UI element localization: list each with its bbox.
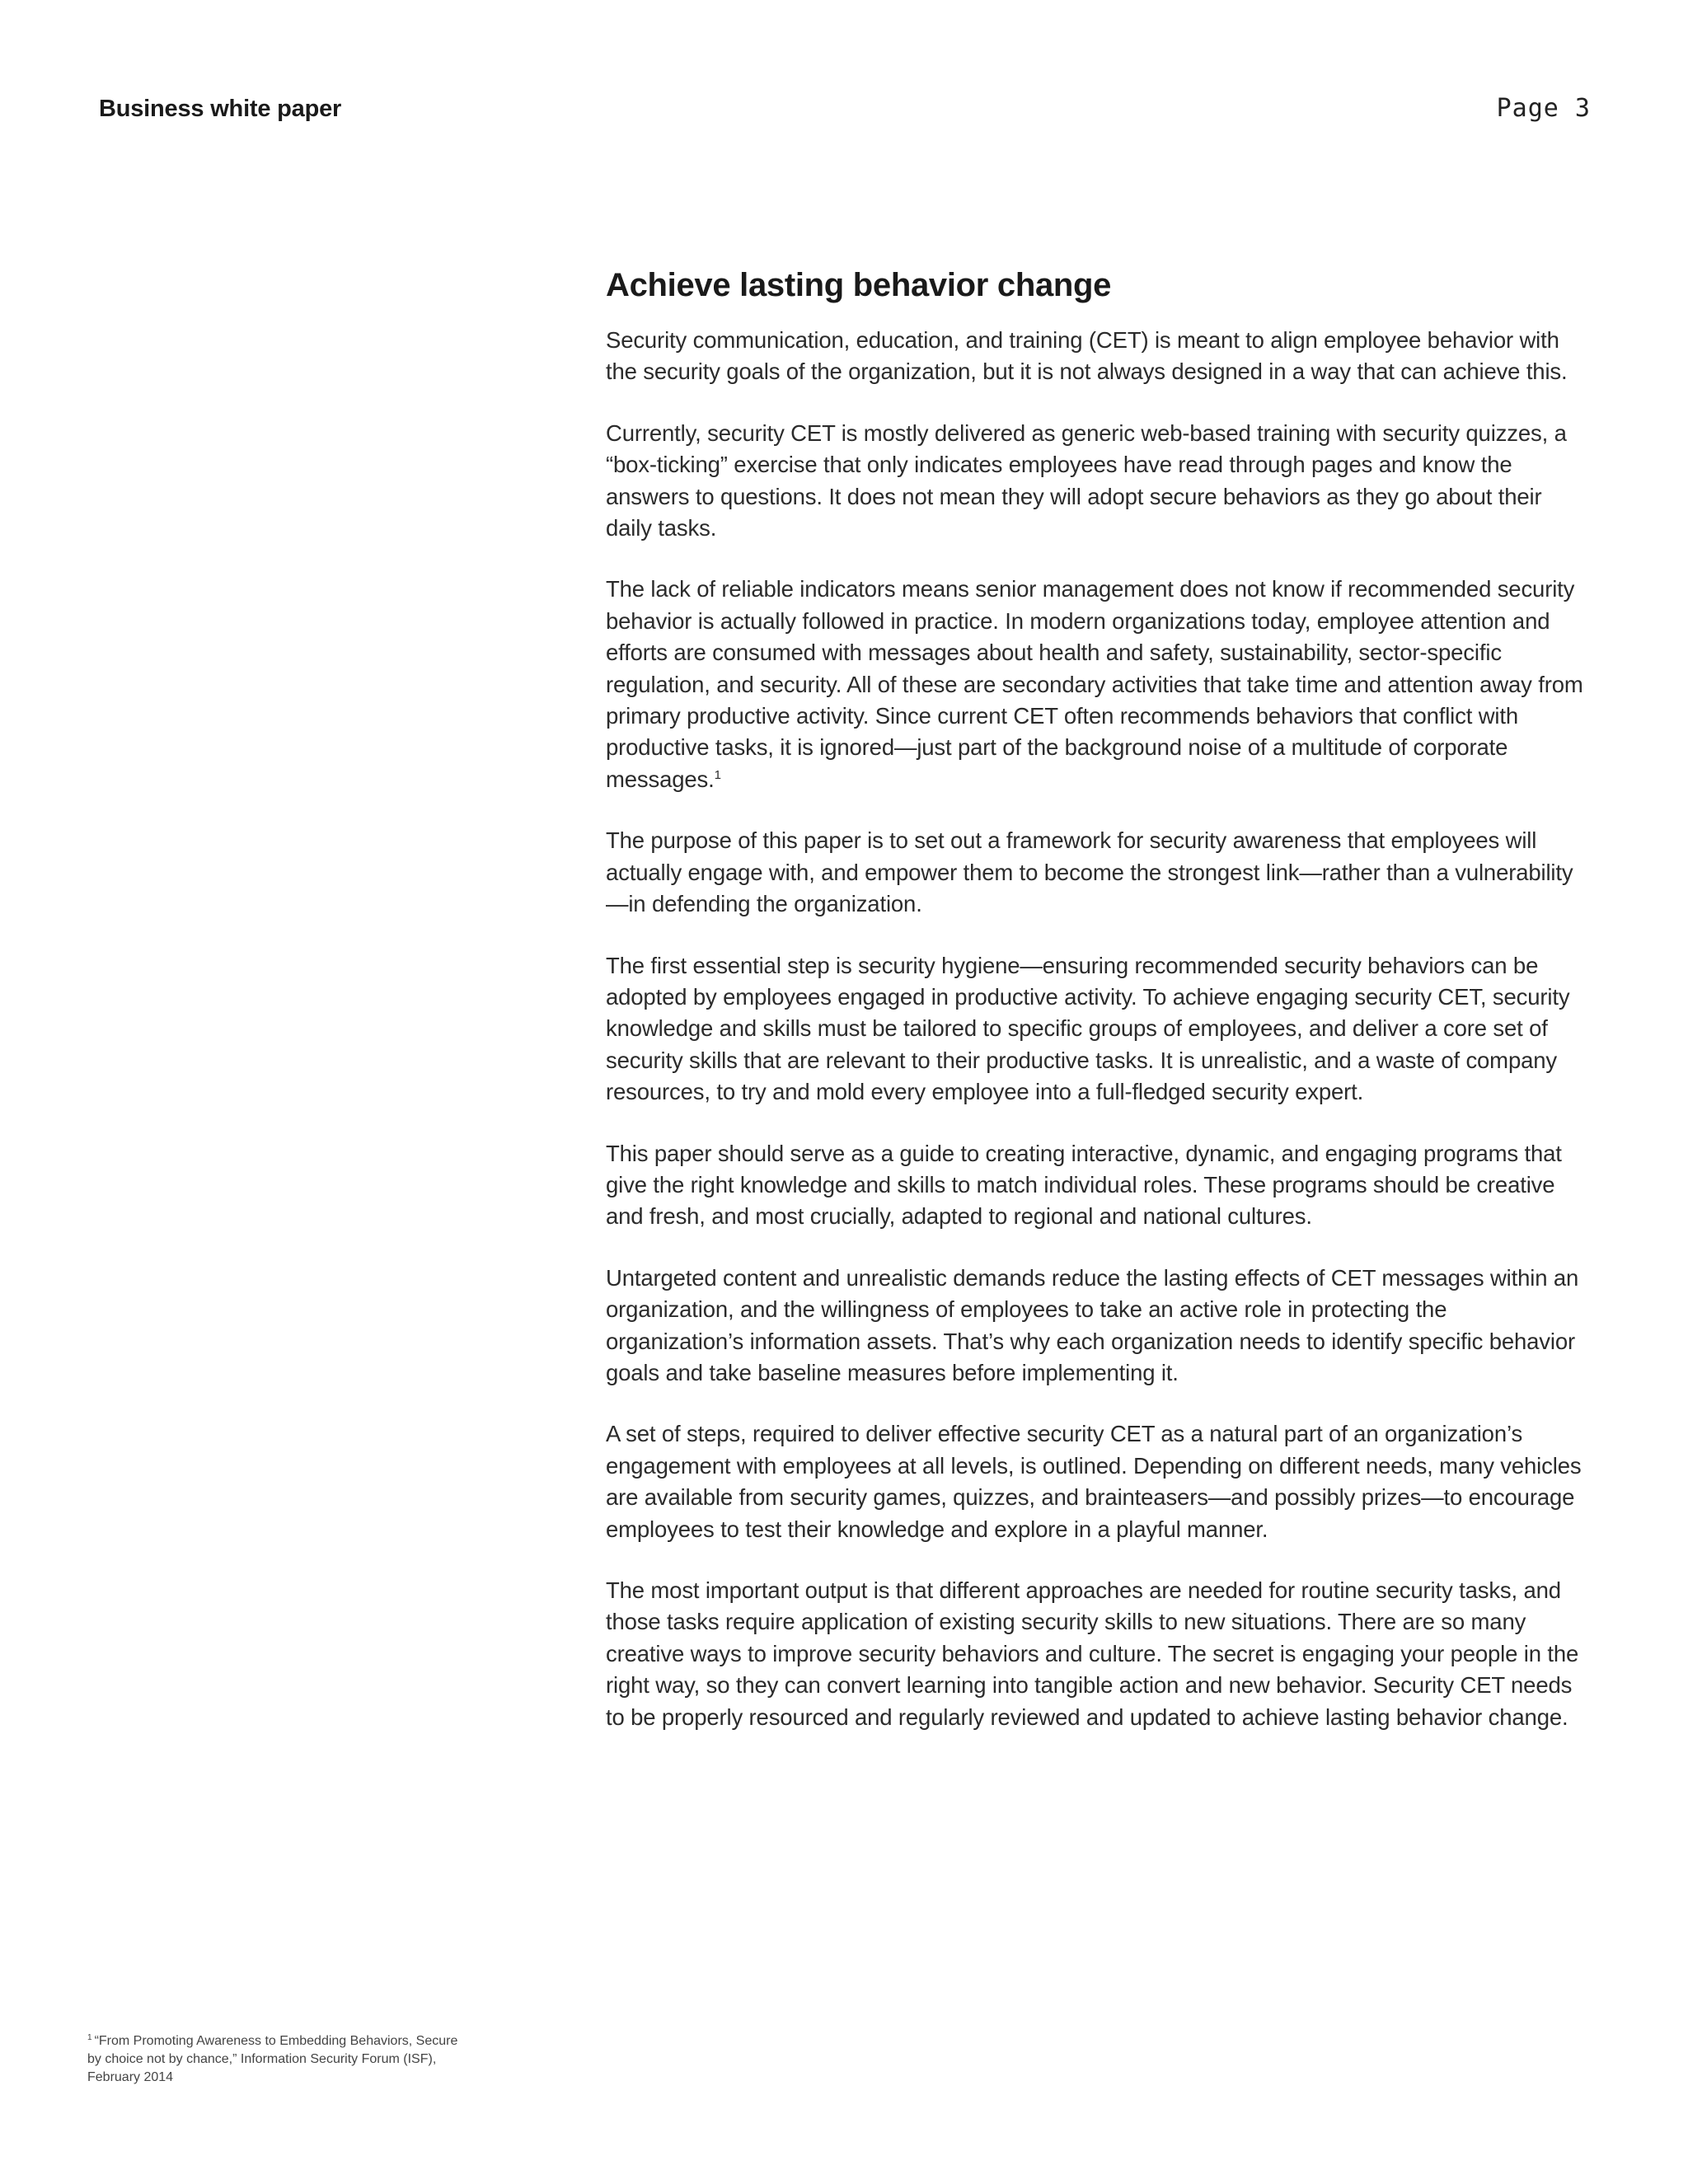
paragraph-5: The first essential step is security hygiene—ensuring recommended security behaviors can be adopted by employees engaged in productive activity. To achieve engaging security CET, security knowledge and skills must be tailored to specific groups of employees, and deliver a core set of security skills that are relevant to their productive tasks. It is unrealistic, and a waste of company resources, to try and mold every employee into a full-fledged security expert.	[606, 952, 1570, 1105]
footnote-reference[interactable]: 1	[714, 767, 721, 782]
main-content	[606, 262, 1587, 1763]
paragraph-8: A set of steps, required to deliver effective security CET as a natural part of an organization’s engagement with employees at all levels, is outlined. Depending on different needs, many vehicles are available from security games, quizzes, and brainteasers—and possibly prizes—to encourage employees to test their knowledge and explore in a playful manner.	[606, 1421, 1582, 1542]
footnote	[87, 2032, 467, 2087]
section-heading: Achieve lasting behavior change	[606, 267, 1112, 303]
footnote-text: “From Promoting Awareness to Embedding Behaviors, Secure by choice not by chance,” Information Security Forum (ISF), February 2014	[87, 2034, 458, 2084]
paragraph-6: This paper should serve as a guide to creating interactive, dynamic, and engaging programs that give the right knowledge and skills to match individual roles. These programs should be creative and fresh, and most crucially, adapted to regional and national cultures.	[606, 1140, 1562, 1230]
paragraph-3-text: The lack of reliable indicators means senior management does not know if recommended security behavior is actually followed in practice. In modern organizations today, employee attention and efforts are consumed with messages about health and safety, sustainability, sector-specific regulation, and security. All of these are secondary activities that take time and attention away from primary productive activity. Since current CET often recommends behaviors that conflict with productive tasks, it is ignored—just part of the background noise of a multitude of corporate messages.	[606, 576, 1583, 792]
footnote-marker: 1	[87, 2032, 92, 2042]
paragraph-3	[606, 574, 1587, 795]
paragraph-2: Currently, security CET is mostly delivered as generic web-based training with security quizzes, a “box-ticking” exercise that only indicates employees have read through pages and know the answers to questions. It does not mean they will adopt secure behaviors as they go about their daily tasks.	[606, 419, 1567, 541]
paragraph-9: The most important output is that different approaches are needed for routine security tasks, and those tasks require application of existing security skills to new situations. There are so many creative ways to improve security behaviors and culture. The secret is engaging your people in the right way, so they can convert learning into tangible action and new behavior. Security CET needs to be properly resourced and regularly reviewed and updated to achieve lasting behavior change.	[606, 1577, 1579, 1730]
page-number: Page 3	[1496, 94, 1591, 123]
paragraph-4: The purpose of this paper is to set out a framework for security awareness that employees will actually engage with, and empower them to become the strongest link—rather than a vulnerability—in defending the organization.	[606, 827, 1573, 917]
document-type-label: Business white paper	[99, 96, 342, 122]
paragraph-7: Untargeted content and unrealistic demands reduce the lasting effects of CET messages within an organization, and the willingness of employees to take an active role in protecting the organization’s information assets. That’s why each organization needs to identify specific behavior goals and take baseline measures before implementing it.	[606, 1264, 1579, 1385]
paragraph-1: Security communication, education, and training (CET) is meant to align employee behavior with the security goals of the organization, but it is not always designed in a way that can achieve this.	[606, 327, 1568, 385]
